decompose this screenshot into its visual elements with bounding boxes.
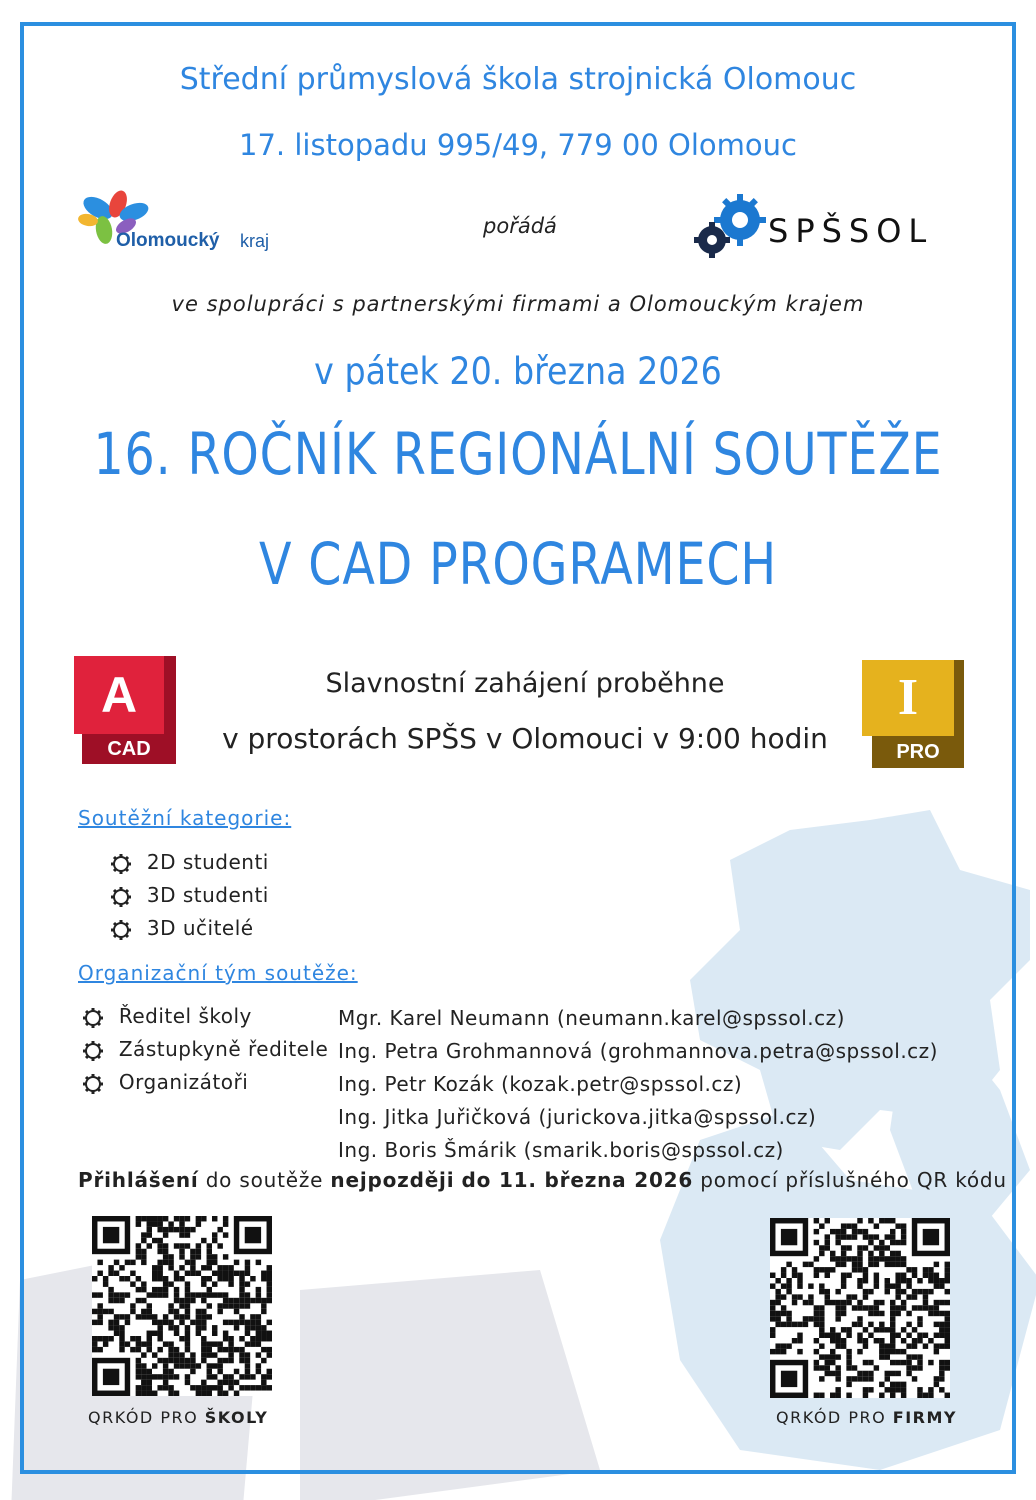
region-logo-word2: kraj xyxy=(240,231,270,251)
team-person: Ing. Petra Grohmannová (grohmannova.petra@spssol.cz) xyxy=(338,1039,938,1063)
region-logo-word1: Olomoucký xyxy=(116,230,220,251)
team-person: Ing. Petr Kozák (kozak.petr@spssol.cz) xyxy=(338,1072,743,1096)
registration-bold-3: do 11. března 2026 xyxy=(461,1168,694,1192)
qr-code-firms[interactable] xyxy=(770,1218,950,1398)
team-heading: Organizační tým soutěže: xyxy=(78,961,358,985)
registration-space xyxy=(454,1168,461,1192)
team-person: Ing. Jitka Juřičková (jurickova.jitka@spssol.cz) xyxy=(338,1105,817,1129)
registration-bold-2: nejpozději xyxy=(330,1168,455,1192)
category-label: 2D studenti xyxy=(146,850,269,874)
gear-bullet-icon xyxy=(110,853,132,875)
title-line-2: V CAD PROGRAMECH xyxy=(259,530,777,598)
registration-normal-1: do soutěže xyxy=(198,1168,331,1192)
gear-bullet-icon xyxy=(82,1007,104,1029)
spssol-logo-text: SPŠSOL xyxy=(768,212,934,250)
registration-normal-2: pomocí příslušného QR kódu xyxy=(693,1168,1007,1192)
category-item xyxy=(110,850,269,875)
category-item xyxy=(110,883,269,908)
category-label: 3D studenti xyxy=(146,883,269,907)
inventor-letter: I xyxy=(897,669,919,726)
olomoucky-kraj-logo xyxy=(68,190,278,262)
team-role xyxy=(82,1070,248,1095)
cooperation-text: ve spolupráci s partnerskými firmami a Olomouckým krajem xyxy=(171,292,865,316)
gear-logo-icon xyxy=(688,190,768,266)
category-label: 3D učitelé xyxy=(146,916,254,940)
school-name: Střední průmyslová škola strojnická Olomouc xyxy=(179,62,857,97)
team-role xyxy=(82,1037,328,1062)
school-address: 17. listopadu 995/49, 779 00 Olomouc xyxy=(239,128,797,162)
qr-label-schools-prefix: QRKÓD PRO xyxy=(88,1408,205,1427)
inventor-label: PRO xyxy=(896,741,940,763)
team-role xyxy=(82,1004,252,1029)
gear-bullet-icon xyxy=(110,886,132,908)
opening-line-1: Slavnostní zahájení proběhne xyxy=(325,668,725,699)
categories-heading: Soutěžní kategorie: xyxy=(78,806,292,830)
team-person: Mgr. Karel Neumann (neumann.karel@spssol.cz) xyxy=(338,1006,845,1030)
opening-line-2: v prostorách SPŠS v Olomouci v 9:00 hodin xyxy=(222,722,828,755)
autocad-letter: A xyxy=(100,667,138,723)
event-date: v pátek 20. března 2026 xyxy=(314,350,722,393)
role-label: Zástupkyně ředitele xyxy=(118,1037,329,1061)
autocad-icon xyxy=(74,656,176,764)
inventor-icon xyxy=(862,660,964,768)
gear-bullet-icon xyxy=(82,1073,104,1095)
qr-code-schools[interactable] xyxy=(92,1216,272,1396)
role-label: Organizátoři xyxy=(118,1070,249,1094)
qr-code-schools-image xyxy=(92,1216,272,1396)
autocad-label: CAD xyxy=(107,738,151,760)
title-line-1: 16. ROČNÍK REGIONÁLNÍ SOUTĚŽE xyxy=(93,420,943,488)
registration-bold-1: Přihlášení xyxy=(78,1168,199,1192)
organizes-text: pořádá xyxy=(483,214,557,238)
team-person: Ing. Boris Šmárik (smarik.boris@spssol.cz) xyxy=(338,1138,784,1162)
qr-label-schools-bold: ŠKOLY xyxy=(204,1408,269,1427)
qr-label-firms-bold: FIRMY xyxy=(892,1408,957,1427)
qr-label-firms xyxy=(776,1408,957,1427)
qr-label-schools xyxy=(88,1408,268,1427)
gear-bullet-icon xyxy=(110,919,132,941)
category-item xyxy=(110,916,254,941)
spssol-logo xyxy=(688,190,988,266)
registration-text xyxy=(78,1168,1007,1192)
gear-bullet-icon xyxy=(82,1040,104,1062)
qr-label-firms-prefix: QRKÓD PRO xyxy=(776,1408,893,1427)
role-label: Ředitel školy xyxy=(118,1004,252,1028)
qr-code-firms-image xyxy=(770,1218,950,1398)
